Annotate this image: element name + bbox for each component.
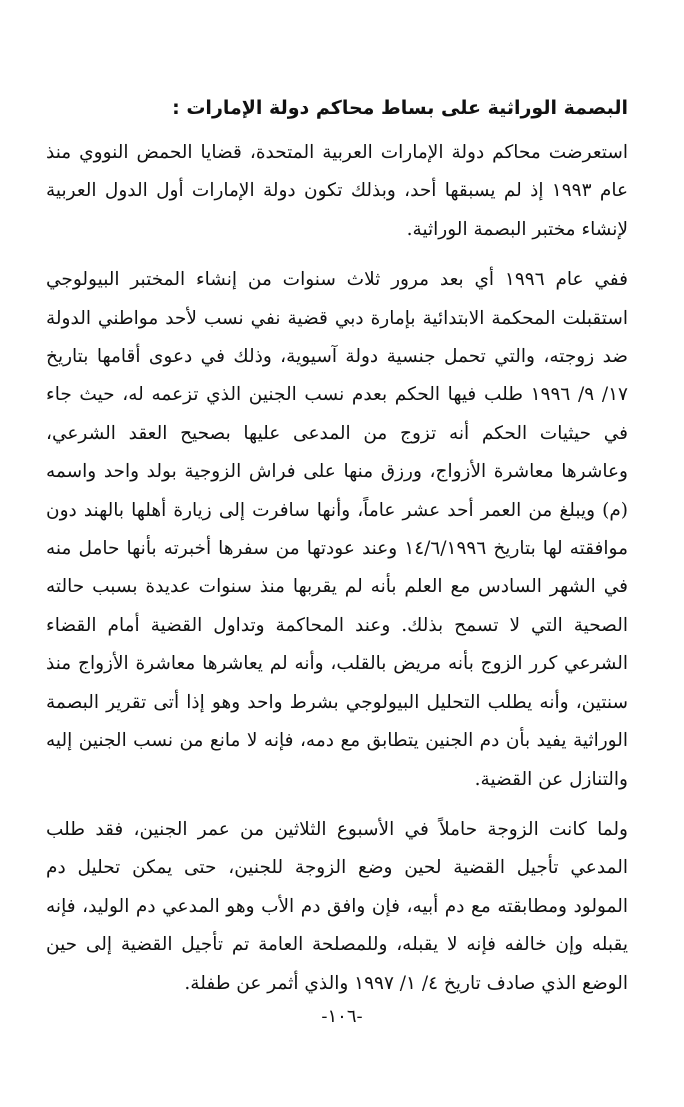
paragraph-2: ففي عام ١٩٩٦ أي بعد مرور ثلاث سنوات من إنشاء المختبر البيولوجي استقبلت المحكمة الابتدائية بإمارة دبي قضية نفي نسب لأحد مواطني الدولة ضد زوجته، والتي تحمل جنسية دولة آسيوية، وذلك في دعوى أقامها بتاريخ ١٧/ ٩/ ١٩٩٦ طلب فيها الحكم بعدم نسب الجنين الذي تزعمه له، حيث جاء في حيثيات الحكم أنه تزوج من المدعى عليها بصحيح العقد الشرعي، وعاشرها معاشرة الأزواج، ورزق منها على فراش الزوجية بولد واحد واسمه (م) ويبلغ من العمر أحد عشر عاماً، وأنها سافرت إلى زيارة أهلها بالهند دون موافقته لها بتاريخ ١٤/٦/١٩٩٦ وعند عودتها من سفرها أخبرته بأنها حامل منه في الشهر السادس مع العلم بأنه لم يقربها منذ سنوات عديدة بسبب حالته الصحية التي لا تسمح بذلك. وعند المحاكمة وتداول القضية أمام القضاء الشرعي كرر الزوج بأنه مريض بالقلب، وأنه لم يعاشرها معاشرة الأزواج منذ سنتين، وأنه يطلب التحليل البيولوجي بشرط واحد وهو إذا أتى تقرير البصمة الوراثية يفيد بأن دم الجنين يتطابق مع دمه، فإنه لا مانع من نسب الجنين إليه والتنازل عن القضية. bbox=[46, 269, 628, 790]
page-content bbox=[46, 88, 628, 1003]
page-number: -١٠٦- bbox=[321, 1006, 363, 1027]
section-heading: البصمة الوراثية على بساط محاكم دولة الإمارات : bbox=[172, 97, 628, 119]
paragraph-3: ولما كانت الزوجة حاملاً في الأسبوع الثلاثين من عمر الجنين، فقد طلب المدعي تأجيل القضية لحين وضع الزوجة للجنين، حتى يمكن تحليل دم المولود ومطابقته مع دم أبيه، فإن وافق دم الأب وهو المدعي دم الوليد، فإنه يقبله وإن خالفه فإنه لا يقبله، وللمصلحة العامة تم تأجيل القضية إلى حين الوضع الذي صادف تاريخ ٤/ ١/ ١٩٩٧ والذي أثمر عن طفلة. bbox=[46, 818, 628, 994]
paragraph-1: استعرضت محاكم دولة الإمارات العربية المتحدة، قضايا الحمض النووي منذ عام ١٩٩٣ إذ لم يسبقها أحد، وبذلك تكون دولة الإمارات أول الدول العربية لإنشاء مختبر البصمة الوراثية. bbox=[46, 142, 628, 240]
